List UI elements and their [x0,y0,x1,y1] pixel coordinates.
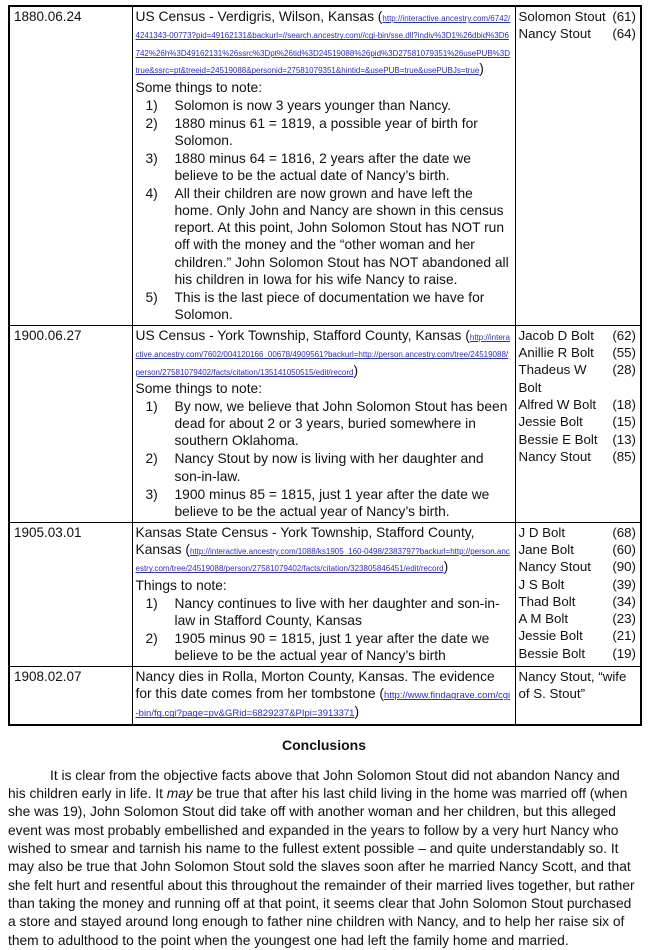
record-detail-cell [132,6,515,325]
record-row [9,667,641,725]
record-date-cell: 1900.06.27 [9,325,132,522]
person-row [519,344,637,361]
note-number: 4) [145,186,158,202]
person-name: Alfred W Bolt [518,397,597,412]
record-detail-cell [132,522,515,666]
conclusions-paragraph [8,767,640,950]
person-row [519,448,637,465]
person-row [519,627,637,644]
person-name: Nancy Stout [518,448,591,464]
record-date-cell: 1908.02.07 [9,667,132,725]
person-row [519,361,637,396]
record-source-link[interactable]: http://interactive.ancestry.com/7602/004120166_00678/4909561?backurl=http://person.ancestry.com/tree/24519088/person/27581079402/facts/citation/135141050515/edit/record [135,332,510,377]
record-title-close-paren: ) [353,362,359,378]
person-row [519,524,637,541]
record-title-text: Kansas State Census - York Township, Stafford County, Kansas ( [135,524,475,557]
person-age: (64) [612,26,636,42]
note-text: Nancy Stout by now is living with her daughter and son-in-law. [174,451,484,484]
notes-label: Some things to note: [135,381,263,397]
note-number: 5) [145,289,158,305]
person-age: (21) [612,628,636,644]
note-text: 1900 minus 85 = 1815, just 1 year after the date we believe to be the actual year of Nancy’s birth. [174,486,490,519]
note-number: 2) [145,451,158,467]
note-text: Nancy continues to live with her daughter and son-in-law in Stafford County, Kansas [174,595,500,628]
person-name: Solomon Stout [518,9,606,24]
person-name: Jessie Bolt [518,628,583,644]
record-people-cell [515,522,641,666]
note-number: 1) [145,399,158,415]
record-source-link[interactable]: http://interactive.ancestry.com/6742/4241343-00773?pid=49162131&backurl=//search.ancestry.com//cgi-bin/sse.dll?indiv%3D1%26dbid%3D6742%26h%3D49162131%26ssrc%3Dpt%26tid%3D24519088%26pid%3D27581079351%26usePUB%3Dtrue&ssrc=pt&treeid=24519088&personid=27581079351&hintid=&usePUB=true&usePUBJs=true [135,14,511,76]
record-people-cell [515,667,641,725]
note-number: 2) [145,630,158,646]
person-age: (23) [612,611,636,627]
record-title-block [136,8,512,78]
person-name: A M Bolt [518,611,569,627]
note-item [136,450,512,484]
note-number: 3) [145,486,158,502]
person-row [519,576,637,593]
record-title-text: Nancy dies in Rolla, Morton County, Kansas. The evidence for this date comes from her tombstone ( [135,669,495,702]
note-number: 1) [145,595,158,611]
person-row [519,25,637,42]
person-row [519,413,637,430]
person-row [519,8,637,25]
person-row [519,541,637,558]
record-people-cell [515,6,641,325]
person-note-text: Nancy Stout, “wife of S. Stout” [518,669,627,702]
note-text: Solomon is now 3 years younger than Nancy. [174,97,452,113]
document-page [0,5,648,948]
person-age: (60) [612,542,636,558]
conclusions-heading: Conclusions [281,736,366,753]
note-item [136,486,512,520]
note-item [136,289,512,323]
person-row [519,327,637,344]
person-name: J S Bolt [518,576,565,592]
record-source-link[interactable]: http://www.findagrave.com/cgi-bin/fg.cgi?page=pv&GRid=6829237&PIpi=3913371 [135,690,511,720]
record-title-block [136,524,512,576]
record-people-cell [515,325,641,522]
notes-label: Some things to note: [135,79,263,95]
record-row [9,6,641,325]
record-title-text: US Census - York Township, Stafford County, Kansas ( [135,327,470,343]
record-title-close-paren: ) [354,704,360,720]
person-age: (62) [612,327,636,343]
note-number: 2) [145,115,158,131]
record-detail-cell [132,667,515,725]
person-row [519,396,637,413]
record-detail-cell [132,325,515,522]
person-name: J D Bolt [518,524,566,540]
records-table [8,5,642,726]
record-title-close-paren: ) [443,559,449,575]
records-table-body [9,6,641,725]
note-item [136,398,512,449]
person-row [519,593,637,610]
notes-label: Things to note: [135,577,227,593]
person-age: (13) [612,431,636,447]
note-item [136,150,512,184]
note-text: 1880 minus 64 = 1816, 2 years after the date we believe to be the actual date of Nancy’s birth. [174,150,471,184]
conclusions-text-2: be true that after his last child living in the home was married off (when she was 19), John Solomon Stout did take off with another woman and her children, but this alleged event was most probably embellished and expanded in the years to follow by a very hurt Nancy who wished to smear and tarnish his name to the fullest extent possible – and quite understandably so. It may also be true that John Solomon Stout sold the slaves soon after he married Nancy Scott, and that she felt hurt and resentful about this throughout the remainder of their married lives together, but rather than taking the money and running off at that point, it seems clear that John Solomon Stout purchased a store and stayed around long enough to father nine children with Nancy, and to help her raise six of them to adulthood to the point when the youngest one had left the family home and married. [8,786,635,948]
person-age: (34) [612,593,636,609]
person-age: (19) [612,645,636,661]
person-row [519,610,637,627]
person-row [519,645,637,662]
note-text: This is the last piece of documentation we have for Solomon. [174,289,485,322]
record-title-text: US Census - Verdigris, Wilson, Kansas ( [135,9,383,24]
person-name: Bessie Bolt [518,645,586,661]
note-text: 1880 minus 61 = 1819, a possible year of birth for Solomon. [174,115,478,148]
note-item [136,630,512,664]
person-name: Nancy Stout [518,559,591,575]
note-item [136,115,512,149]
note-item [136,185,512,288]
person-name: Jessie Bolt [518,414,583,430]
record-date-cell: 1905.03.01 [9,522,132,666]
conclusions-italic-word: may [166,786,193,802]
person-name: Thad Bolt [518,593,576,609]
note-item [136,97,512,114]
person-age: (55) [612,345,636,361]
person-name: Jacob D Bolt [518,327,594,343]
note-text: All their children are now grown and have left the home. Only John and Nancy are shown in this census report. At this point, John Solomon Stout has NOT run off with the money and the “other woman and her children.” John Solomon Stout has NOT abandoned all his children in Iowa for his wife Nancy to raise. [174,186,509,287]
record-title-close-paren: ) [479,61,484,77]
person-name: Bessie E Bolt [518,431,598,447]
record-row [9,325,641,522]
note-number: 3) [145,150,158,166]
person-name: Anillie R Bolt [518,345,594,361]
person-row [519,558,637,575]
person-age: (90) [612,559,636,575]
note-text: 1905 minus 90 = 1815, just 1 year after the date we believe to be the actual year of Nancy’s birth [174,630,490,664]
person-name: Nancy Stout [518,26,591,42]
person-age: (18) [612,397,636,412]
person-age: (68) [612,524,636,540]
person-age: (61) [612,9,636,24]
person-age: (85) [612,448,636,464]
person-age: (15) [612,414,636,430]
person-name: Thadeus W Bolt [518,362,587,395]
record-title-block [136,668,512,722]
person-row [519,431,637,448]
conclusions-text-1: It is clear from the objective facts above that John Solomon Stout did not abandon Nancy and his children early in life. It [8,767,620,802]
person-name: Jane Bolt [518,542,574,558]
person-age: (39) [612,576,636,592]
record-title-block [136,327,512,379]
note-text: By now, we believe that John Solomon Stout has been dead for about 2 or 3 years, buried somewhere in southern Oklahoma. [174,399,508,449]
note-number: 1) [145,97,158,113]
record-source-link[interactable]: http://interactive.ancestry.com/1088/ks1905_160-0498/2383797?backurl=http://person.ancestry.com/tree/24519088/person/27581079402/facts/citation/323805846451/edit/record [135,546,510,574]
record-row [9,522,641,666]
person-age: (28) [612,362,636,378]
record-date-cell: 1880.06.24 [9,6,132,325]
note-item [136,595,512,629]
